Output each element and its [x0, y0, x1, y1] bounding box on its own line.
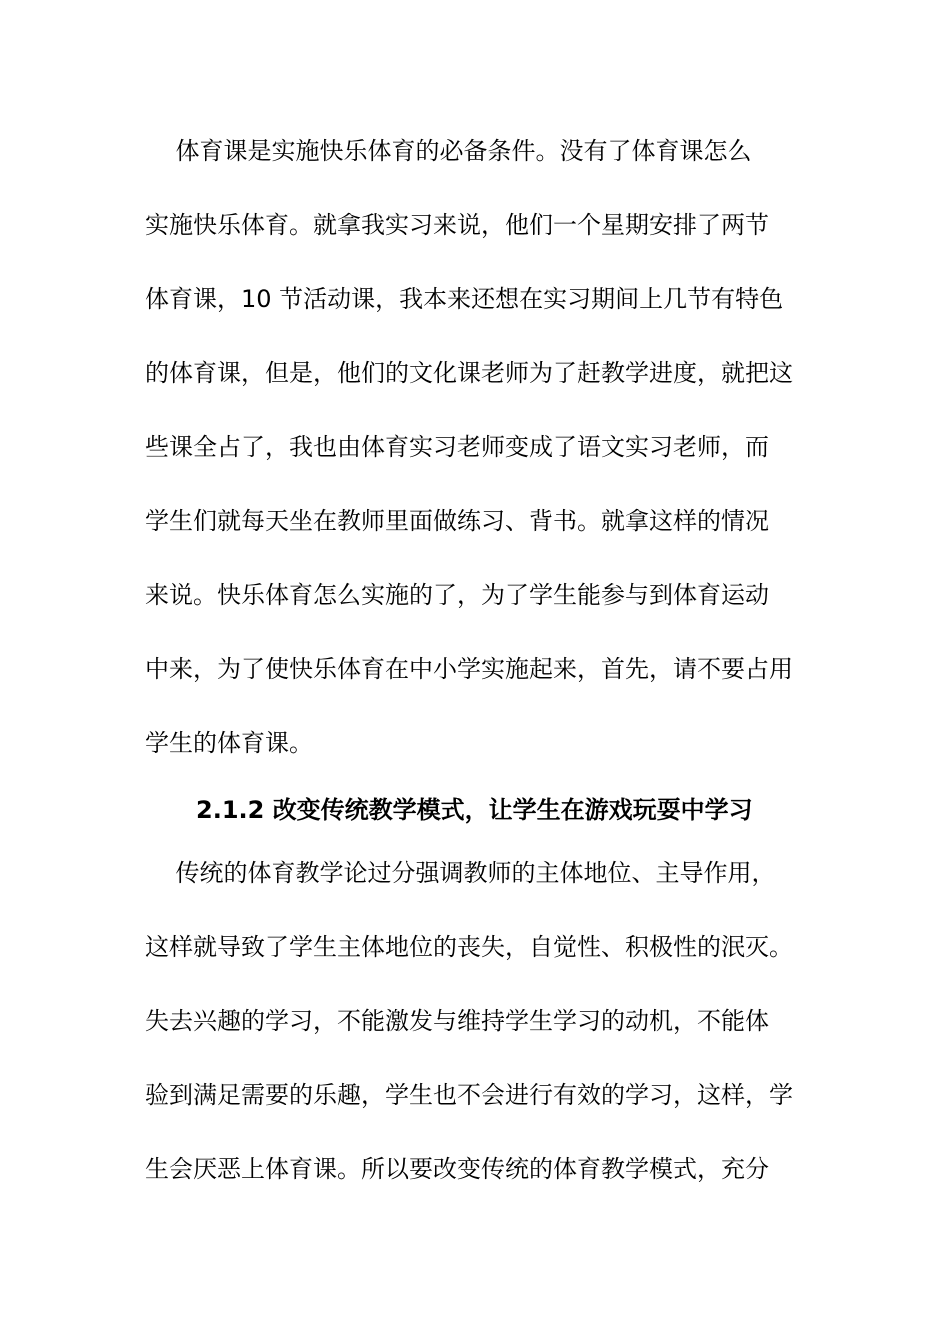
paragraph-2-line-2: 这样就导致了学生主体地位的丧失，自觉性、积极性的泯灭。	[145, 933, 793, 961]
paragraph-1-line-2: 实施快乐体育。就拿我实习来说，他们一个星期安排了两节	[145, 211, 769, 239]
paragraph-2-line-3: 失去兴趣的学习，不能激发与维持学生学习的动机，不能体	[145, 1007, 769, 1035]
paragraph-1-line-8: 中来，为了使快乐体育在中小学实施起来，首先，请不要占用	[145, 655, 793, 683]
paragraph-1-line-4: 的体育课，但是，他们的文化课老师为了赶教学进度，就把这	[145, 359, 793, 387]
paragraph-2-line-1: 传统的体育教学论过分强调教师的主体地位、主导作用，	[145, 859, 776, 887]
paragraph-1-line-6: 学生们就每天坐在教师里面做练习、背书。就拿这样的情况	[145, 507, 769, 535]
paragraph-1-line-5: 些课全占了，我也由体育实习老师变成了语文实习老师，而	[145, 433, 769, 461]
paragraph-2-line-4: 验到满足需要的乐趣，学生也不会进行有效的学习，这样，学	[145, 1081, 793, 1109]
paragraph-1-line-1: 体育课是实施快乐体育的必备条件。没有了体育课怎么	[145, 137, 752, 165]
section-heading: 2.1.2 改变传统教学模式，让学生在游戏玩耍中学习	[196, 796, 753, 824]
paragraph-2-line-5: 生会厌恶上体育课。所以要改变传统的体育教学模式，充分	[145, 1155, 769, 1183]
paragraph-1-line-7: 来说。快乐体育怎么实施的了，为了学生能参与到体育运动	[145, 581, 769, 609]
paragraph-1-line-3: 体育课，10 节活动课，我本来还想在实习期间上几节有特色	[145, 285, 784, 313]
paragraph-1-line-9: 学生的体育课。	[145, 729, 313, 757]
